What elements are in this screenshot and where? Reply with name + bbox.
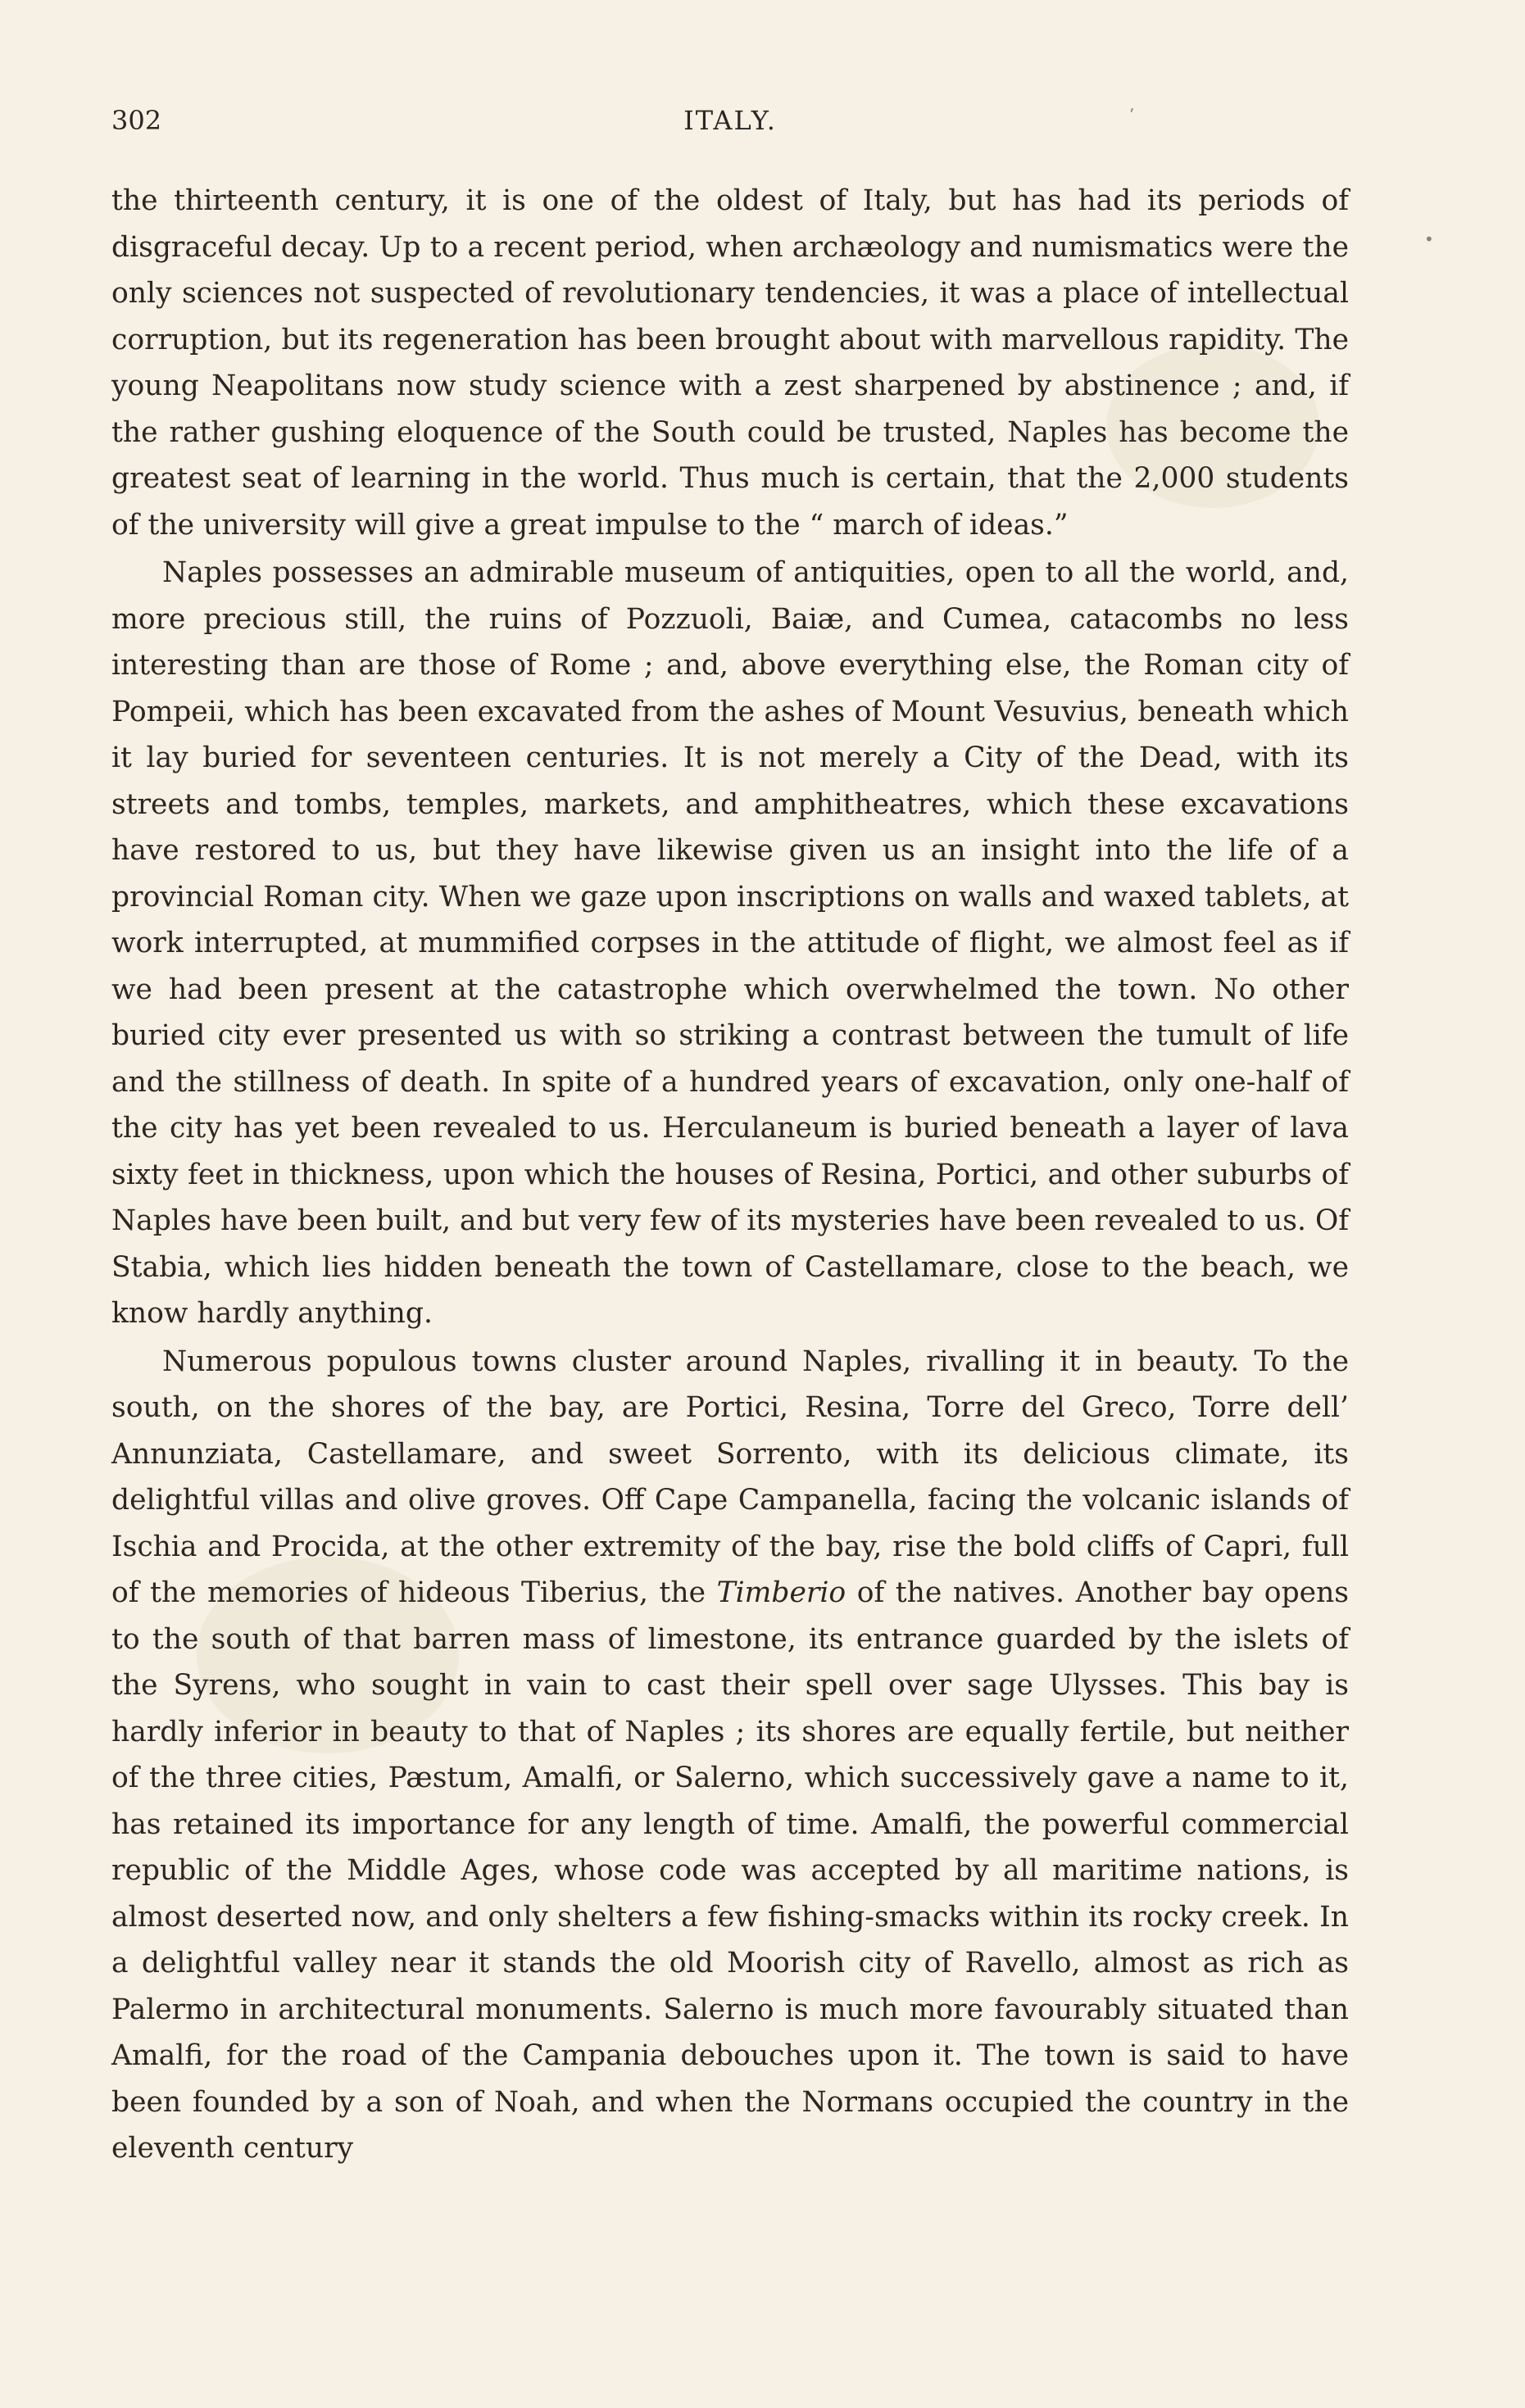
italic-term: Timberio	[716, 1576, 846, 1609]
page-number: 302	[111, 105, 162, 136]
paragraph-text: of the natives. Another bay opens to the south of that barren mass of limestone, its entrance guarded by the islets of the Syrens, who sought in vain to cast their spell over sage Ulysses. This bay is hardly inferior in beauty to that of Naples ; its shores are equally fertile, but neither of the three cities, Pæstum, Amalfi, or Salerno, which successively gave a name to it, has retained its importance for any length of time. Amalfi, the powerful commercial republic of the Middle Ages, whose code was accepted by all maritime nations, is almost deserted now, and only shelters a few fishing-smacks within its rocky creek. In a delightful valley near it stands the old Moorish city of Ravello, almost as rich as Palermo in architectural monuments. Salerno is much more favourably situated than Amalfi, for the road of the Campania debouches upon it. The town is said to have been founded by a son of Noah, and when the Normans occupied the country in the eleventh century	[111, 1576, 1350, 2165]
paragraph	[111, 550, 1349, 1337]
margin-speck: ʼ	[1129, 105, 1135, 125]
margin-speck: •	[1424, 229, 1434, 249]
paragraph-text: Naples possesses an admirable museum of antiquities, open to all the world, and, more precious still, the ruins of Pozzuoli, Baiæ, and Cumea, catacombs no less interesting than are those of Rome ; and, above everything else, the Roman city of Pompeii, which has been excavated from the ashes of Mount Vesuvius, beneath which it lay buried for seventeen centuries. It is not merely a City of the Dead, with its streets and tombs, temples, markets, and amphitheatres, which these excavations have restored to us, but they have likewise given us an insight into the life of a provincial Roman city. When we gaze upon inscriptions on walls and waxed tablets, at work interrupted, at mummified corpses in the attitude of flight, we almost feel as if we had been present at the catastrophe which overwhelmed the town. No other buried city ever presented us with so striking a contrast between the tumult of life and the stillness of death. In spite of a hundred years of excavation, only one-half of the city has yet been revealed to us. Herculaneum is buried beneath a layer of lava sixty feet in thickness, upon which the houses of Resina, Portici, and other suburbs of Naples have been built, and but very few of its mysteries have been revealed to us. Of Stabia, which lies hidden beneath the town of Castellamare, close to the beach, we know hardly anything.	[111, 556, 1349, 1330]
running-head: ITALY.	[683, 105, 777, 136]
paragraph-text: Numerous populous towns cluster around Naples, rivalling it in beauty. To the south, on the shores of the bay, are Portici, Resina, Torre del Greco, Torre dell’ Annunziata, Castellamare, and sweet Sorrento, with its delicious climate, its delightful villas and olive groves. Off Cape Campanella, facing the volcanic islands of Ischia and Procida, at the other extremity of the bay, rise the bold cliffs of Capri, full of the memories of hideous Tiberius, the	[111, 1345, 1349, 1609]
paragraph	[111, 1339, 1349, 2172]
body-text	[111, 178, 1349, 2174]
paragraph-text: the thirteenth century, it is one of the oldest of Italy, but has had its periods of disgraceful decay. Up to a recent period, when archæology and numismatics were the only sciences not suspected of revolutionary tendencies, it was a place of intellectual corruption, but its regeneration has been brought about with marvellous rapidity. The young Neapolitans now study science with a zest sharpened by abstinence ; and, if the rather gushing eloquence of the South could be trusted, Naples has become the greatest seat of learning in the world. Thus much is certain, that the 2,000 students of the university will give a great impulse to the “ march of ideas.”	[111, 184, 1349, 542]
page-header	[111, 105, 1349, 154]
paragraph	[111, 178, 1349, 548]
